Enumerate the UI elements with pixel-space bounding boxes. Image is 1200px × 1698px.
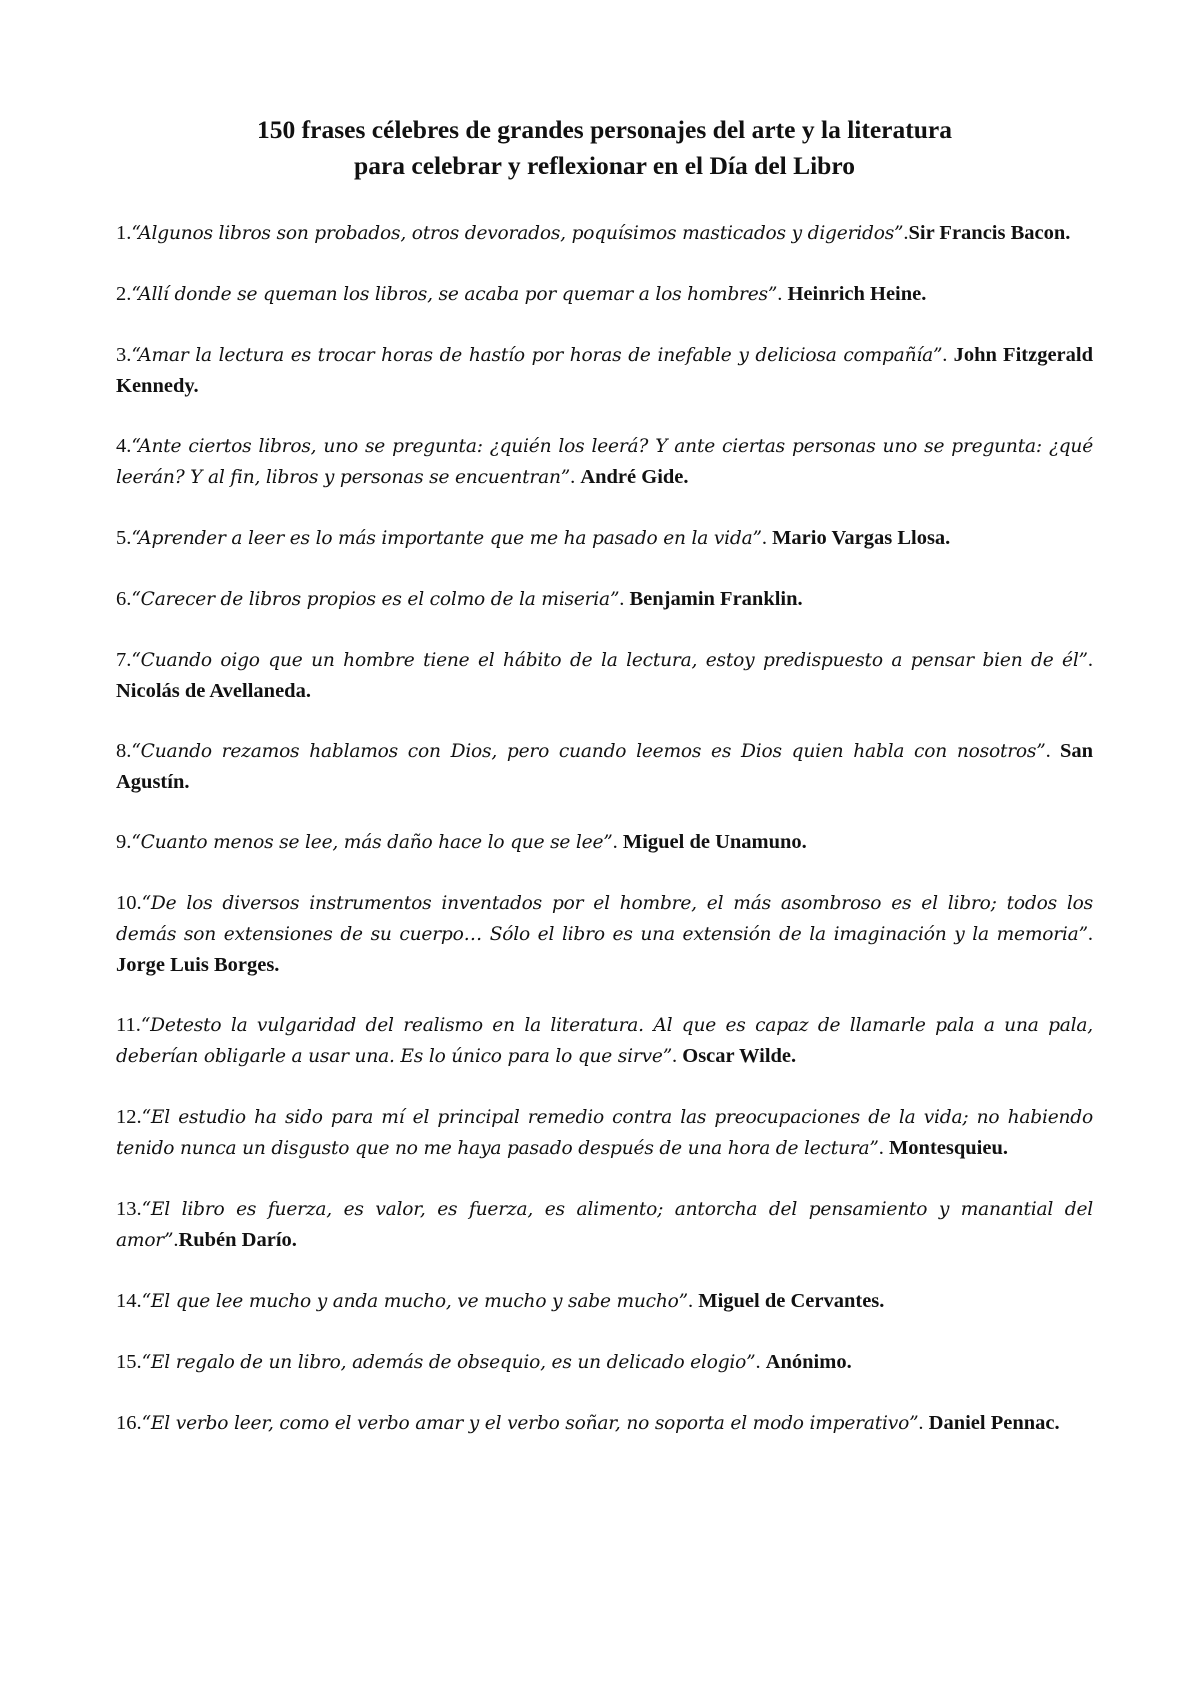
quote-separator: . — [761, 527, 773, 549]
quote-author: André Gide. — [580, 466, 689, 488]
title-line-1: 150 frases célebres de grandes personajes del arte y la literatura — [257, 115, 952, 144]
quote-author: John Fitzgerald Kennedy. — [116, 344, 1093, 397]
quote-author: Sir Francis Bacon. — [908, 222, 1071, 244]
quote-separator: . — [612, 831, 623, 853]
quote-text: “El verbo leer, como el verbo amar y el verbo soñar, no soporta el modo imperativo” — [141, 1413, 919, 1434]
quote-text: “Amar la lectura es trocar horas de hastío por horas de inefable y deliciosa compañía” — [131, 345, 943, 366]
quote-text: “El libro es fuerza, es valor, es fuerza, es alimento; antorcha del pensamiento y manantial del amor” — [116, 1199, 1093, 1251]
quote-number: 6. — [116, 588, 132, 610]
quote-item — [116, 218, 1093, 249]
title-line-2: para celebrar y reflexionar en el Día del Libro — [354, 151, 855, 180]
quote-separator: . — [1087, 923, 1093, 945]
quote-item — [116, 645, 1093, 706]
quote-author: Miguel de Cervantes. — [698, 1290, 885, 1312]
quote-text: “Algunos libros son probados, otros devorados, poquísimos masticados y digeridos” — [131, 223, 904, 244]
quote-item — [116, 1347, 1093, 1378]
quote-text: “El estudio ha sido para mí el principal remedio contra las preocupaciones de la vida; no habiendo tenido nunca un disgusto que no me haya pasado después de una hora de lectura” — [116, 1107, 1093, 1159]
quote-item — [116, 584, 1093, 615]
quote-number: 15. — [116, 1351, 142, 1373]
quote-number: 7. — [116, 649, 132, 671]
quote-item — [116, 1408, 1093, 1439]
quote-author: Nicolás de Avellaneda. — [116, 680, 311, 702]
quote-separator: . — [942, 344, 954, 366]
quote-separator: . — [755, 1351, 766, 1373]
quote-separator: . — [672, 1045, 683, 1067]
quote-author: Montesquieu. — [888, 1137, 1008, 1159]
quote-author: Benjamin Franklin. — [629, 588, 803, 610]
quote-item — [116, 736, 1093, 797]
quote-number: 3. — [116, 344, 132, 366]
quote-text: “Aprender a leer es lo más importante que me ha pasado en la vida” — [131, 528, 762, 549]
quote-separator: . — [619, 588, 630, 610]
quote-text: “Carecer de libros propios es el colmo de la miseria” — [131, 589, 620, 610]
quote-item — [116, 431, 1093, 493]
quote-text: “Detesto la vulgaridad del realismo en la literatura. Al que es capaz de llamarle pala a una pala, deberían obligarle a usar una. Es lo único para lo que sirve” — [116, 1015, 1093, 1067]
quote-separator: . — [173, 1229, 179, 1251]
quote-text: “Allí donde se queman los libros, se acaba por quemar a los hombres” — [131, 284, 778, 305]
quote-author: Anónimo. — [765, 1351, 852, 1373]
quote-number: 5. — [116, 527, 132, 549]
quote-author: Daniel Pennac. — [928, 1412, 1060, 1434]
document-page — [116, 112, 1093, 1469]
quote-item — [116, 340, 1093, 401]
quote-list — [116, 218, 1093, 1439]
quote-text: “Cuando oigo que un hombre tiene el hábito de la lectura, estoy predispuesto a pensar bien de él” — [131, 650, 1088, 671]
quote-item — [116, 523, 1093, 554]
quote-number: 1. — [116, 222, 132, 244]
quote-author: Rubén Darío. — [178, 1229, 297, 1251]
quote-number: 4. — [116, 435, 132, 457]
quote-text: “El que lee mucho y anda mucho, ve mucho y sabe mucho” — [141, 1291, 688, 1312]
quote-separator: . — [687, 1290, 699, 1312]
quote-text: “El regalo de un libro, además de obsequio, es un delicado elogio” — [141, 1352, 756, 1373]
quote-number: 9. — [116, 831, 132, 853]
quote-author: San Agustín. — [116, 740, 1093, 793]
quote-text: “Cuanto menos se lee, más daño hace lo que se lee” — [131, 832, 613, 853]
quote-number: 8. — [116, 740, 132, 762]
quote-text: “Ante ciertos libros, uno se pregunta: ¿quién los leerá? Y ante ciertas personas uno se pregunta: ¿qué leerán? Y al fin, libros y personas se encuentran” — [116, 436, 1093, 488]
quote-author: Heinrich Heine. — [787, 283, 927, 305]
document-title — [116, 112, 1093, 184]
quote-number: 11. — [116, 1014, 141, 1036]
quote-separator: . — [878, 1137, 889, 1159]
quote-number: 16. — [116, 1412, 142, 1434]
quote-author: Miguel de Unamuno. — [622, 831, 807, 853]
quote-item — [116, 827, 1093, 858]
quote-item — [116, 888, 1093, 980]
quote-author: Jorge Luis Borges. — [116, 954, 280, 976]
quote-number: 10. — [116, 892, 142, 914]
quote-separator: . — [777, 283, 788, 305]
quote-number: 13. — [116, 1198, 142, 1220]
quote-separator: . — [570, 466, 581, 488]
quote-separator: . — [1045, 740, 1060, 762]
quote-separator: . — [903, 222, 909, 244]
quote-author: Oscar Wilde. — [682, 1045, 797, 1067]
quote-item — [116, 1194, 1093, 1256]
quote-item — [116, 1102, 1093, 1164]
quote-item — [116, 1286, 1093, 1317]
quote-number: 12. — [116, 1106, 142, 1128]
quote-text: “Cuando rezamos hablamos con Dios, pero cuando leemos es Dios quien habla con nosotros” — [131, 741, 1046, 762]
quote-author: Mario Vargas Llosa. — [772, 527, 951, 549]
quote-number: 2. — [116, 283, 132, 305]
quote-number: 14. — [116, 1290, 142, 1312]
quote-text: “De los diversos instrumentos inventados por el hombre, el más asombroso es el libro; todos los demás son extensiones de su cuerpo… Sólo el libro es una extensión de la imaginación y la memoria” — [116, 893, 1093, 945]
quote-item — [116, 1010, 1093, 1072]
quote-separator: . — [918, 1412, 929, 1434]
quote-separator: . — [1087, 649, 1093, 671]
quote-item — [116, 279, 1093, 310]
